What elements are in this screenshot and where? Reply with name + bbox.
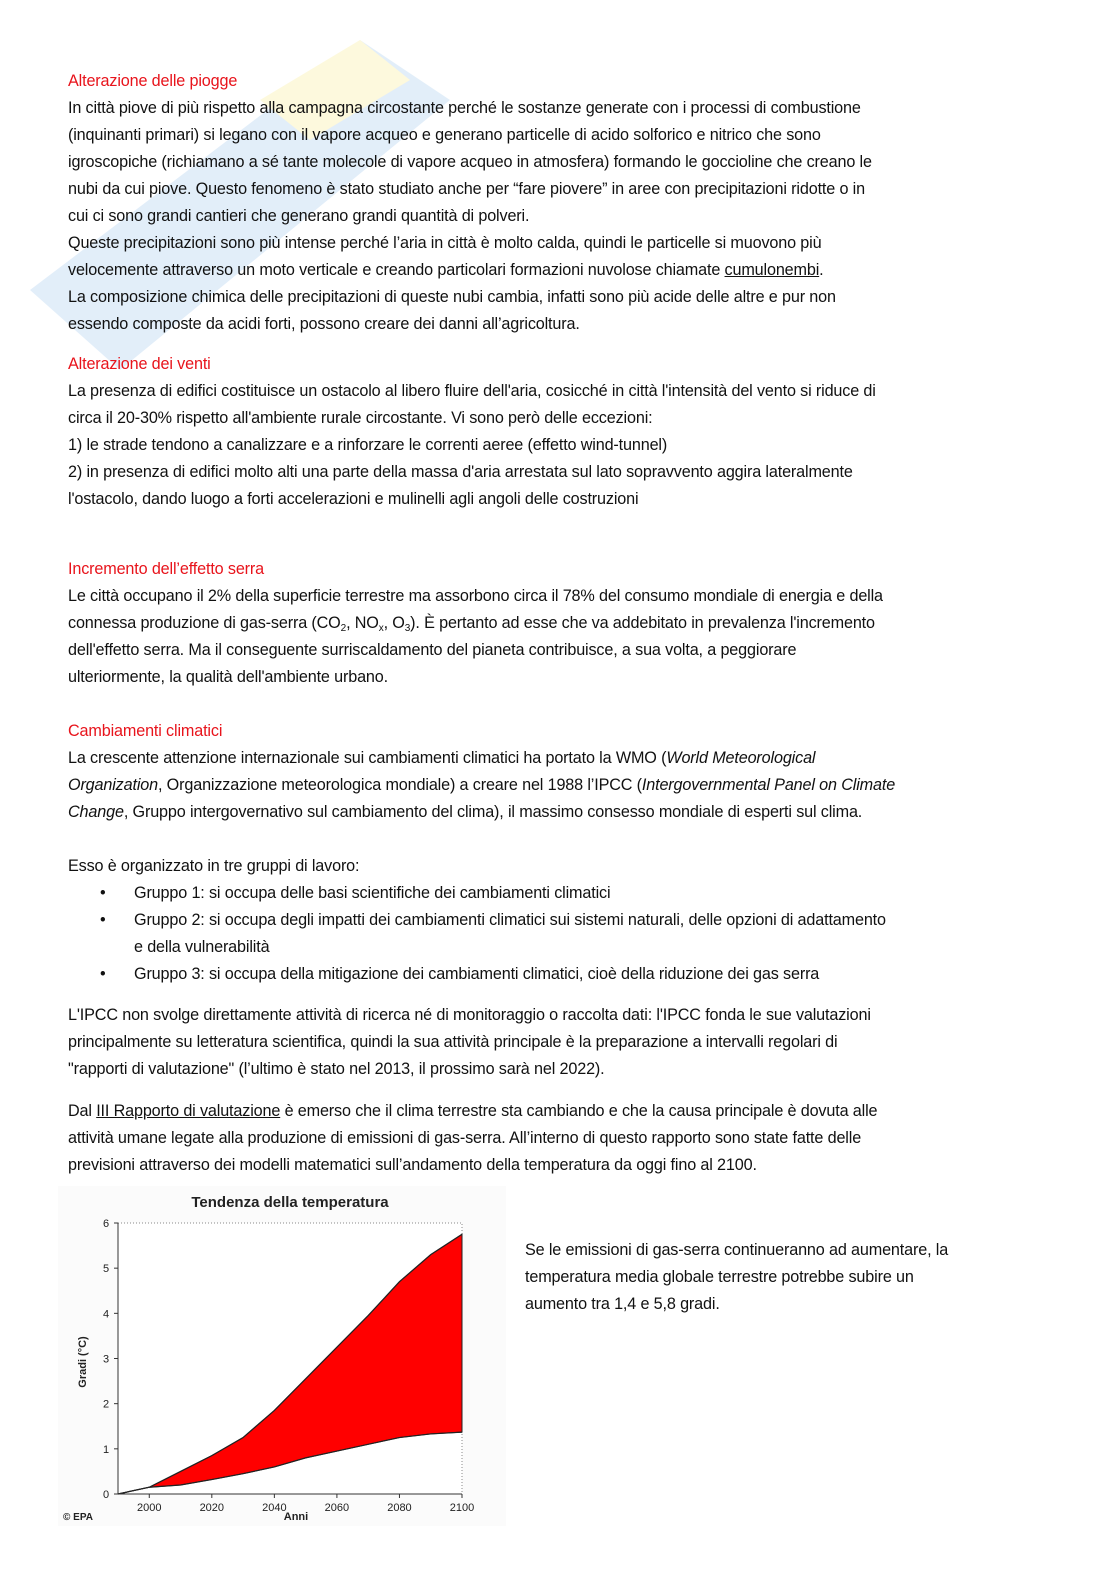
text-section [68, 853, 359, 880]
caption-line: aumento tra 1,4 e 5,8 gradi. [525, 1295, 720, 1313]
text-segment: igroscopiche (richiamano a sé tante molecole di vapore acqueo in atmosfera) formando le goccioline che creano le [68, 153, 872, 171]
text-line [68, 637, 883, 664]
text-line [68, 1002, 871, 1029]
caption-line: temperatura media globale terrestre potrebbe subire un [525, 1268, 914, 1286]
y-tick-label: 0 [102, 1489, 110, 1501]
text-line [68, 68, 872, 95]
text-segment: (inquinanti primari) si legano con il vapore acqueo e generano particelle di acido solforico e nitrico che sono [68, 126, 821, 144]
bullet-icon: • [100, 884, 106, 902]
text-segment: è emerso che il clima terrestre sta cambiando e che la causa principale è dovuta alle [280, 1102, 878, 1120]
section-heading: Incremento dell’effetto serra [68, 560, 265, 578]
text-segment: . [819, 261, 824, 279]
text-line [68, 432, 876, 459]
text-segment: dell'effetto serra. Ma il conseguente surriscaldamento del pianeta contribuisce, a sua volta, a peggiorare [68, 641, 797, 659]
text-line [68, 284, 872, 311]
text-line [68, 1098, 877, 1125]
text-segment: attività umane legate alla produzione di emissioni di gas-serra. All’interno di questo rapporto sono state fatte delle [68, 1129, 862, 1147]
list-item-text: e della vulnerabilità [134, 938, 270, 956]
text-line [68, 799, 895, 826]
y-tick-label: 1 [102, 1443, 110, 1456]
text-line [68, 378, 876, 405]
text-segment: connessa produzione di gas-serra (CO [68, 614, 341, 632]
text-line [68, 610, 883, 637]
text-segment: La presenza di edifici costituisce un ostacolo al libero fluire dell'aria, cosicché in città l'intensità del vento si riduce di [68, 382, 876, 400]
text-segment: Intergovernmental Panel on Climate [641, 776, 896, 794]
section-heading: Cambiamenti climatici [68, 722, 223, 740]
x-tick-label: 2000 [137, 1502, 162, 1514]
text-segment: , Gruppo intergovernativo sul cambiamento del clima), il massimo consesso mondiale di esperti sul clima. [123, 803, 863, 821]
text-line [68, 853, 359, 880]
y-tick-label: 3 [102, 1353, 110, 1366]
text-line [68, 149, 872, 176]
text-segment: principalmente su letteratura scientifica, quindi la sua attività principale è la preparazione a intervalli regolari di [68, 1033, 838, 1051]
text-line [68, 556, 883, 583]
text-segment: La composizione chimica delle precipitazioni di queste nubi cambia, infatti sono più acide delle altre e pur non [68, 288, 836, 306]
y-tick-label: 5 [102, 1263, 110, 1276]
text-line [68, 718, 895, 745]
chart-title: Tendenza della temperatura [191, 1194, 389, 1211]
chart-caption [525, 1237, 948, 1318]
text-line [68, 122, 872, 149]
working-groups-list [68, 880, 886, 988]
text-segment: essendo composte da acidi forti, possono creare dei danni all’agricoltura. [68, 315, 580, 333]
text-line [68, 1125, 877, 1152]
text-segment: previsioni attraverso dei modelli matematici sull’andamento della temperatura da oggi fino al 2100. [68, 1156, 757, 1174]
text-segment: , NO [346, 614, 379, 632]
text-segment: , Organizzazione meteorologica mondiale) a creare nel 1988 l’IPCC ( [157, 776, 642, 794]
y-axis-label: Gradi (°C) [77, 1336, 89, 1388]
text-segment: L'IPCC non svolge direttamente attività di ricerca né di monitoraggio o raccolta dati: l'IPCC fonda le sue valutazioni [68, 1006, 871, 1024]
y-tick-label: 2 [102, 1398, 110, 1411]
text-segment: ). È pertanto ad esse che va addebitato in prevalenza l'incremento [410, 614, 875, 632]
text-line [68, 486, 876, 513]
text-line [68, 405, 876, 432]
text-segment: Dal [68, 1102, 97, 1120]
chart-svg [58, 1186, 506, 1526]
list-item-text: Gruppo 1: si occupa delle basi scientifiche dei cambiamenti climatici [134, 884, 611, 902]
temperature-trend-chart [58, 1186, 506, 1526]
bullet-icon: • [100, 911, 106, 929]
x-axis-label: Anni [283, 1511, 309, 1523]
text-segment: 2 [340, 623, 347, 634]
text-segment: , O [383, 614, 405, 632]
x-tick-label: 2020 [199, 1502, 225, 1514]
text-line [68, 203, 872, 230]
text-section [68, 1002, 871, 1083]
text-section [68, 68, 872, 338]
text-line [68, 95, 872, 122]
bullet-icon: • [100, 965, 106, 983]
underlined-term: III Rapporto di valutazione [96, 1102, 281, 1120]
text-line [68, 459, 876, 486]
text-line [68, 1152, 877, 1179]
text-segment: 3 [404, 623, 411, 634]
text-segment: 1) le strade tendono a canalizzare e a rinforzare le correnti aeree (effetto wind-tunnel) [68, 436, 668, 454]
text-segment: circa il 20-30% rispetto all'ambiente rurale circostante. Vi sono però delle eccezioni: [68, 409, 653, 427]
text-segment: nubi da cui piove. Questo fenomeno è stato studiato anche per “fare piovere” in aree con precipitazioni ridotte o in [68, 180, 865, 198]
text-segment: La crescente attenzione internazionale sui cambiamenti climatici ha portato la WMO ( [68, 749, 667, 767]
text-segment: Change [68, 803, 124, 821]
text-line [68, 257, 872, 284]
underlined-term: cumulonembi [724, 261, 820, 279]
x-tick-label: 2040 [262, 1502, 287, 1514]
text-segment: "rapporti di valutazione" (l’ultimo è stato nel 2013, il prossimo sarà nel 2022). [68, 1060, 605, 1078]
text-line [68, 351, 876, 378]
text-segment: cui ci sono grandi cantieri che generano grandi quantità di polveri. [68, 207, 530, 225]
credit-label: © EPA [63, 1512, 93, 1523]
caption-line: Se le emissioni di gas-serra continueranno ad aumentare, la [525, 1241, 949, 1259]
text-line [68, 583, 883, 610]
text-segment: ulteriormente, la qualità dell'ambiente urbano. [68, 668, 388, 686]
text-line [68, 1029, 871, 1056]
section-heading: Alterazione dei venti [68, 355, 211, 373]
x-tick-label: 2100 [449, 1502, 475, 1514]
text-section [68, 1098, 877, 1179]
text-segment: Le città occupano il 2% della superficie terrestre ma assorbono circa il 78% del consumo mondiale di energia e della [68, 587, 883, 605]
text-segment: Esso è organizzato in tre gruppi di lavoro: [68, 857, 360, 875]
text-section [68, 556, 883, 691]
text-line [68, 176, 872, 203]
text-segment: 2) in presenza di edifici molto alti una parte della massa d'aria arrestata sul lato sopravvento aggira lateralmente [68, 463, 853, 481]
text-section [68, 718, 895, 826]
list-item-text: Gruppo 3: si occupa della mitigazione dei cambiamenti climatici, cioè della riduzione dei gas serra [134, 965, 820, 983]
y-tick-label: 6 [102, 1218, 110, 1230]
text-segment: In città piove di più rispetto alla campagna circostante perché le sostanze generate con i processi di combustione [68, 99, 861, 117]
y-tick-label: 4 [102, 1308, 110, 1321]
text-line [68, 772, 895, 799]
x-tick-label: 2060 [324, 1502, 350, 1514]
text-segment: velocemente attraverso un moto verticale e creando particolari formazioni nuvolose chiamate [68, 261, 725, 279]
text-segment: Organization [68, 776, 158, 794]
text-line [68, 311, 872, 338]
x-tick-label: 2080 [387, 1502, 412, 1514]
text-section [68, 351, 876, 513]
text-segment: Queste precipitazioni sono più intense perché l’aria in città è molto calda, quindi le particelle si muovono più [68, 234, 822, 252]
text-line [68, 1056, 871, 1083]
section-heading: Alterazione delle piogge [68, 72, 238, 90]
list-item [68, 880, 886, 907]
text-line [68, 230, 872, 257]
text-segment: l'ostacolo, dando luogo a forti accelerazioni e mulinelli agli angoli delle costruzioni [68, 490, 639, 508]
text-segment: x [378, 623, 384, 634]
list-item [68, 934, 886, 961]
list-item-text: Gruppo 2: si occupa degli impatti dei cambiamenti climatici sui sistemi naturali, delle opzioni di adattamento [134, 911, 886, 929]
text-line [68, 745, 895, 772]
text-line [68, 664, 883, 691]
list-item [68, 961, 886, 988]
list-item [68, 907, 886, 934]
text-segment: World Meteorological [666, 749, 816, 767]
